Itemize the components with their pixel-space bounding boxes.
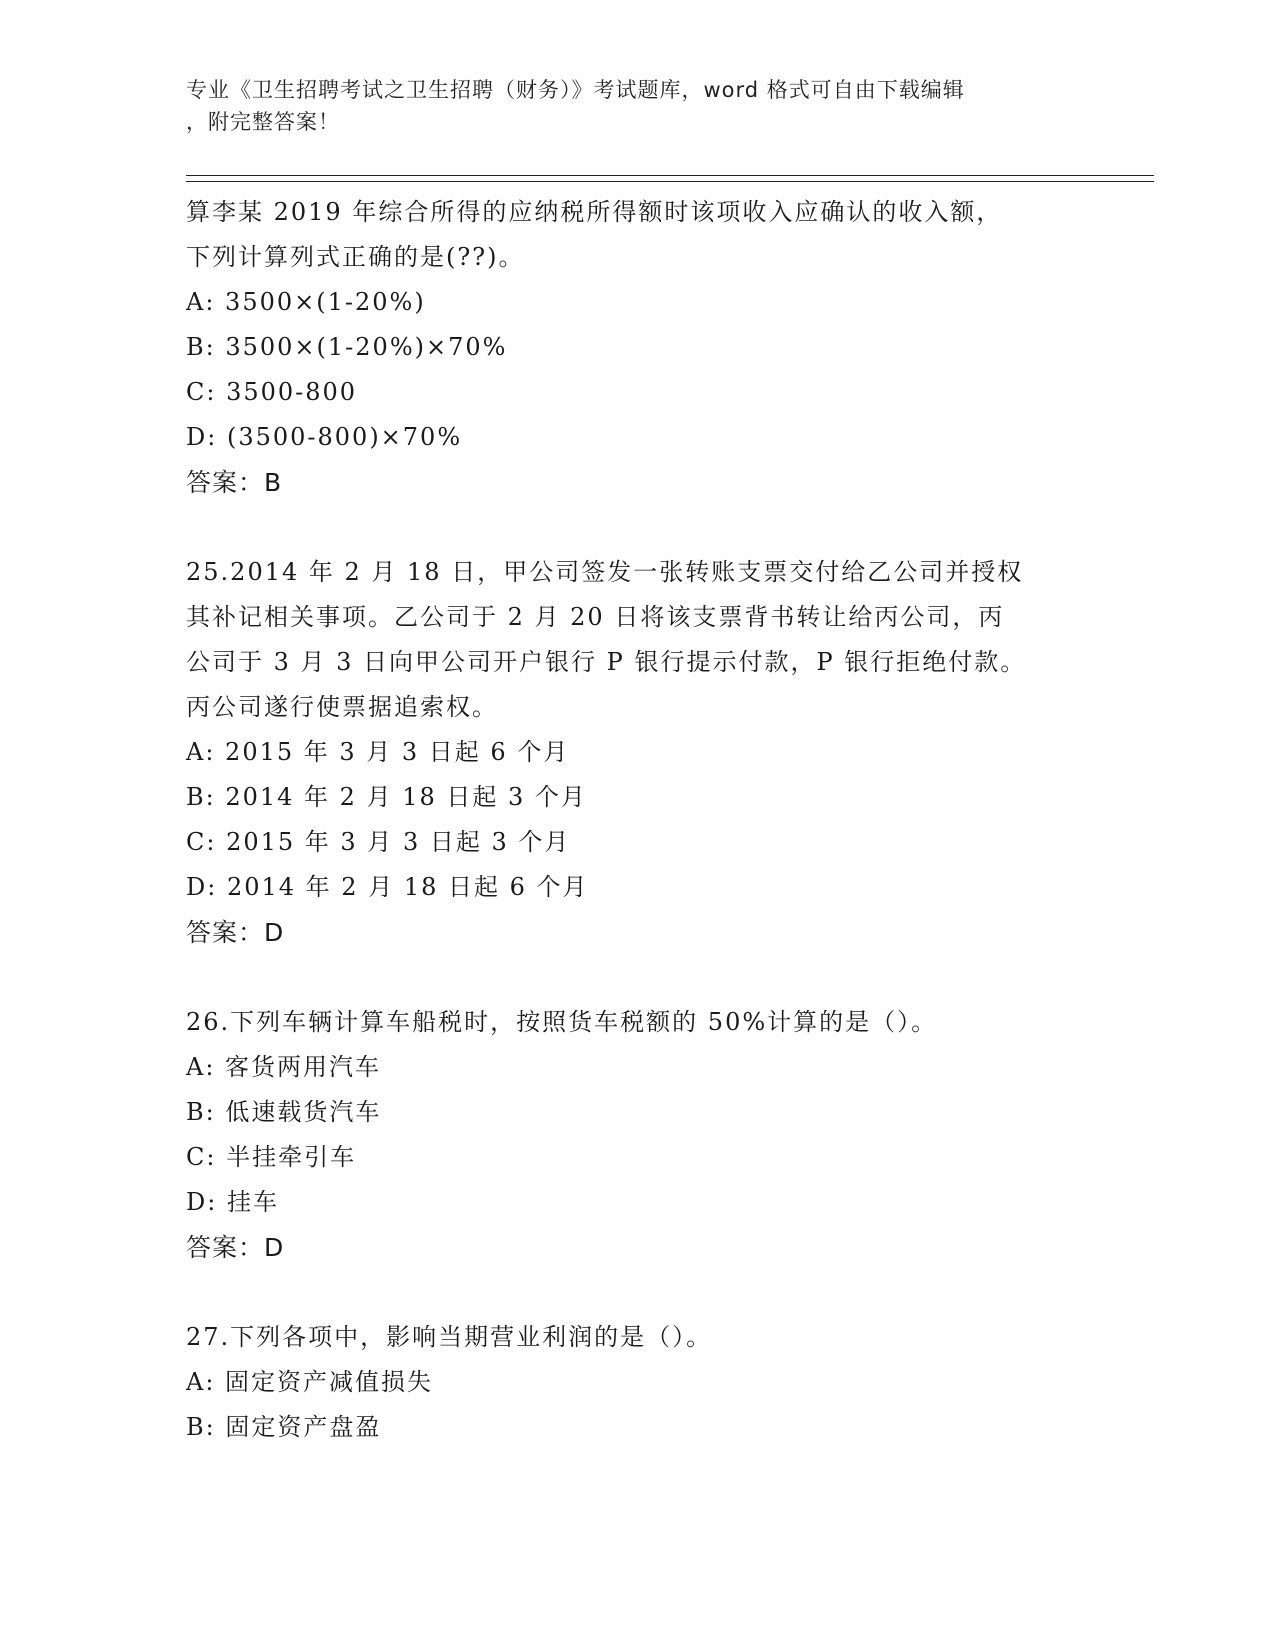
header-rule-bottom	[186, 181, 1154, 182]
question-24	[186, 190, 1086, 505]
answer-label: 答案：D	[186, 918, 285, 947]
option-d: D: (3500-800)×70%	[186, 423, 463, 451]
option-a: A: 3500×(1-20%)	[186, 288, 426, 316]
question-stem: 25.2014 年 2 月 18 日，甲公司签发一张转账支票交付给乙公司并授权	[186, 558, 1024, 586]
option-d: D: 挂车	[186, 1188, 279, 1216]
option-b: B: 低速载货汽车	[186, 1098, 382, 1126]
option-a: A: 固定资产减值损失	[186, 1368, 434, 1396]
document-body	[186, 190, 1086, 1450]
option-c: C: 2015 年 3 月 3 日起 3 个月	[186, 828, 571, 856]
question-stem: 26.下列车辆计算车船税时，按照货车税额的 50%计算的是（）。	[186, 1008, 938, 1036]
option-c: C: 3500-800	[186, 378, 358, 406]
answer-label: 答案：D	[186, 1233, 285, 1262]
option-a: A: 2015 年 3 月 3 日起 6 个月	[186, 738, 570, 766]
header-line-1: 专业《卫生招聘考试之卫生招聘（财务）》考试题库，word 格式可自由下载编辑	[186, 78, 965, 102]
question-25	[186, 550, 1086, 955]
option-c: C: 半挂牵引车	[186, 1143, 357, 1171]
question-stem: 其补记相关事项。乙公司于 2 月 20 日将该支票背书转让给丙公司，丙	[186, 603, 1005, 631]
option-b: B: 2014 年 2 月 18 日起 3 个月	[186, 783, 587, 811]
option-b: B: 3500×(1-20%)×70%	[186, 333, 508, 361]
header-rule-top	[186, 175, 1154, 176]
question-27	[186, 1315, 1086, 1450]
option-d: D: 2014 年 2 月 18 日起 6 个月	[186, 873, 589, 901]
question-stem: 公司于 3 月 3 日向甲公司开户银行 P 银行提示付款，P 银行拒绝付款。	[186, 648, 1027, 676]
question-stem: 下列计算列式正确的是(??)。	[186, 243, 525, 271]
spacer	[186, 505, 1086, 550]
answer-label: 答案：B	[186, 468, 283, 497]
option-a: A: 客货两用汽车	[186, 1053, 382, 1081]
spacer	[186, 1270, 1086, 1315]
question-stem: 算李某 2019 年综合所得的应纳税所得额时该项收入应确认的收入额，	[186, 198, 1003, 226]
document-header	[186, 74, 1066, 138]
question-stem: 丙公司遂行使票据追索权。	[186, 693, 498, 721]
option-b: B: 固定资产盘盈	[186, 1413, 382, 1441]
question-26	[186, 1000, 1086, 1270]
question-stem: 27.下列各项中，影响当期营业利润的是（）。	[186, 1323, 713, 1351]
header-line-2: ，附完整答案！	[186, 110, 340, 134]
spacer	[186, 955, 1086, 1000]
